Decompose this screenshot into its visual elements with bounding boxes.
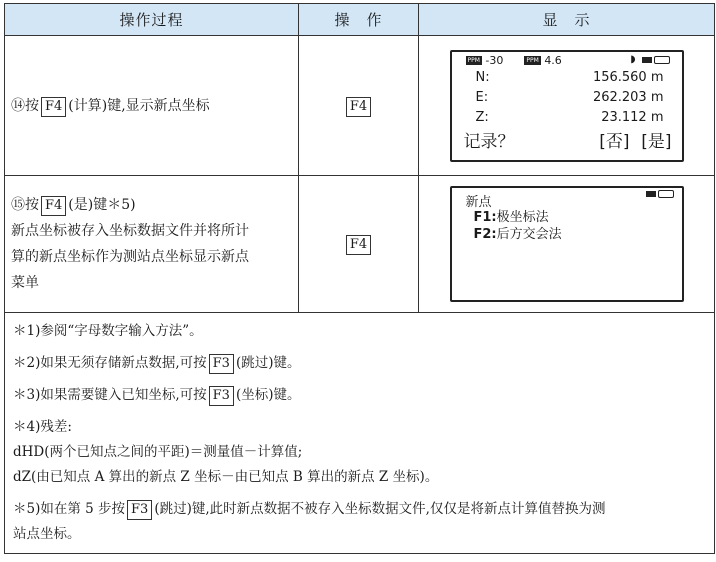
menu-item-f2	[474, 223, 562, 242]
note-2-key: F3	[209, 354, 234, 374]
mode-icon	[646, 191, 656, 197]
menu-item-f2-key: F2:	[473, 227, 497, 242]
header-row	[5, 4, 715, 36]
note-5	[13, 497, 706, 522]
step-15-row	[5, 176, 715, 313]
note-3-post: (坐标)键。	[235, 387, 301, 403]
prism-badge: PPM	[526, 57, 539, 64]
note-4-line-1: dHD(两个已知点之间的平距)＝测量值－计算值;	[13, 444, 303, 460]
lcd-screen-new-point-menu	[450, 186, 684, 302]
record-prompt: 记录？	[463, 131, 515, 152]
status-bar	[466, 54, 672, 68]
note-1: ＊1)参阅“字母数字输入方法”。	[13, 323, 203, 339]
coord-e-label: E:	[475, 89, 489, 105]
step-14-key: F4	[41, 97, 66, 117]
note-4: ＊4)残差:	[13, 419, 72, 435]
step-15-desc-2: 算的新点坐标作为测站点坐标显示新点	[11, 249, 249, 265]
step-14-prefix: ⑭按	[11, 97, 39, 114]
note-2-pre: ＊2)如果无须存储新点数据,可按	[13, 355, 207, 371]
menu-item-f2-label: 后方交会法	[496, 227, 562, 242]
step-14-operation	[299, 36, 419, 176]
no-option: [否]	[599, 131, 630, 152]
step-15-desc-3: 菜单	[11, 275, 39, 291]
menu-item-f1-label: 极坐标法	[496, 210, 549, 225]
menu-title: 新点	[465, 195, 492, 210]
f4-key: F4	[346, 97, 371, 117]
step-15-operation	[299, 176, 419, 313]
battery-icon	[654, 56, 670, 64]
coord-z-label: Z:	[475, 109, 489, 125]
step-15-line	[11, 192, 298, 218]
notes-row	[5, 313, 715, 554]
note-5-pre: ＊5)如在第 5 步按	[13, 501, 126, 517]
lcd-screen-coordinates	[450, 50, 684, 162]
note-2	[13, 351, 706, 376]
ppm-badge: PPM	[467, 57, 480, 64]
note-5-post: (跳过)键,此时新点数据不被存入坐标数据文件,仅仅是将新点计算值替换为测	[154, 501, 606, 517]
ppm-value: -30	[485, 53, 504, 67]
step-14-row	[5, 36, 715, 176]
step-14-suffix: (计算)键,显示新点坐标	[68, 97, 210, 114]
step-15-prefix: ⑮按	[11, 197, 39, 213]
coord-n-value: 156.560 m	[592, 69, 664, 85]
note-5-line-2: 站点坐标。	[13, 526, 81, 542]
coord-z	[476, 110, 664, 125]
step-14-display	[419, 36, 715, 176]
note-3-pre: ＊3)如果需要键入已知坐标,可按	[13, 387, 207, 403]
note-4-line-2: dZ(由已知点 A 算出的新点 Z 坐标－由已知点 B 算出的新点 Z 坐标)。	[13, 469, 439, 485]
yes-option: [是]	[641, 131, 672, 152]
battery-icon	[658, 190, 674, 198]
step-14-description	[5, 36, 299, 176]
header-operation: 操 作	[299, 4, 419, 36]
coord-e-value: 262.203 m	[592, 89, 664, 105]
coord-n	[476, 70, 664, 85]
note-5-key: F3	[127, 500, 152, 520]
coord-n-label: N:	[475, 69, 490, 85]
step-15-display	[419, 176, 715, 313]
note-2-post: (跳过)键。	[235, 355, 301, 371]
coord-e	[476, 90, 664, 105]
f4-key: F4	[346, 235, 371, 255]
header-display: 显 示	[419, 4, 715, 36]
signal-icon: ◗	[630, 53, 636, 65]
step-15-desc-1: 新点坐标被存入坐标数据文件并将所计	[11, 223, 249, 239]
note-3	[13, 383, 706, 408]
notes-cell	[5, 313, 715, 554]
step-15-suffix: (是)键＊5)	[68, 197, 136, 213]
note-3-key: F3	[209, 386, 234, 406]
procedure-table	[4, 3, 715, 554]
header-process: 操作过程	[5, 4, 299, 36]
coord-z-value: 23.112 m	[601, 109, 664, 125]
step-15-key: F4	[41, 196, 66, 216]
step-15-description	[5, 176, 299, 313]
mode-icon	[642, 57, 652, 63]
menu-item-f1-key: F1:	[473, 210, 497, 225]
prism-value: 4.6	[544, 53, 562, 67]
